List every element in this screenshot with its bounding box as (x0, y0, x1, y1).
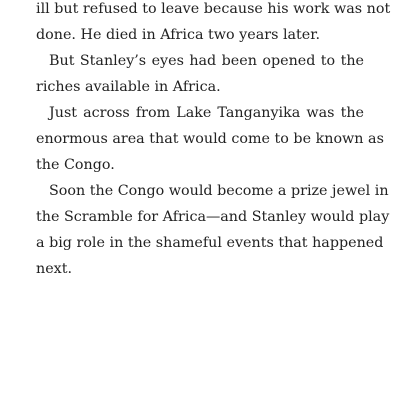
text-line: next. (36, 261, 73, 277)
text-line: ill but refused to leave because his work was not (36, 1, 391, 17)
text-line: the Congo. (36, 157, 115, 173)
text-line: the Scramble for Africa—and Stanley would play (36, 209, 390, 225)
text-line: riches available in Africa. (36, 79, 221, 95)
text-line: a big role in the shameful events that happened (36, 235, 384, 251)
text-line: done. He died in Africa two years later. (36, 27, 321, 43)
text-line: Soon the Congo would become a prize jewel in (49, 183, 389, 199)
text-line: But Stanley’s eyes had been opened to the (49, 53, 364, 69)
text-line: enormous area that would come to be known as (36, 131, 384, 147)
text-line: Just across from Lake Tanganyika was the (49, 105, 364, 121)
